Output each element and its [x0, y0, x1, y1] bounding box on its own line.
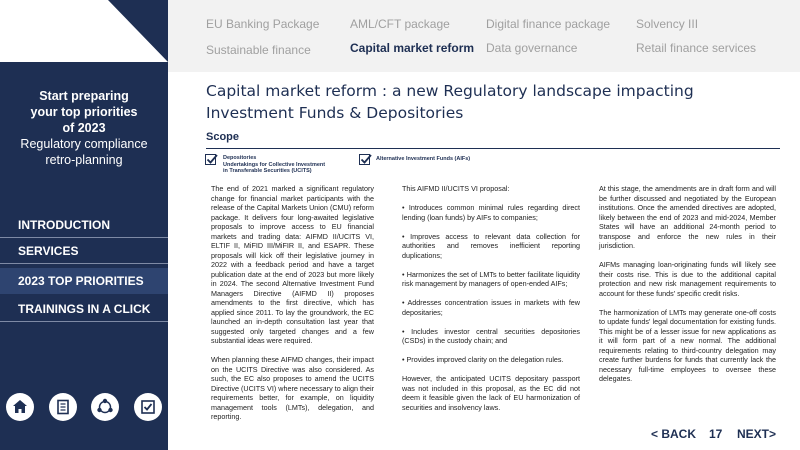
paragraph: However, the anticipated UCITS depositary passport was not included in this proposal, as the EC did not deem it feasible given the lack of EU harmonization of securities and insolvency laws. [402, 374, 580, 412]
topic-tab-bar [168, 0, 800, 72]
logo [0, 0, 168, 62]
icon-bar [6, 393, 162, 421]
tab-digital-finance-package[interactable]: Digital finance package [486, 17, 611, 31]
sidebar [0, 0, 168, 450]
logo-shape [108, 0, 168, 62]
tab-capital-market-reform[interactable]: Capital market reform [350, 41, 475, 55]
page-title-line: Capital market reform : a new Regulatory landscape impacting [206, 82, 694, 100]
next-button[interactable]: NEXT> [737, 427, 777, 441]
paragraph: The harmonization of LMTs may generate one-off costs to update funds' legal documentation for existing funds. This might be of a lesser issue for new applications as it will form part of a new normal. The additional requirements relating to third-country delegation may create further burdens for funds that currently lack the necessary full-time employees to oversee these delegates. [599, 307, 776, 383]
checklist-button[interactable] [134, 393, 162, 421]
tab-data-governance[interactable]: Data governance [486, 41, 578, 55]
network-button[interactable] [91, 393, 119, 421]
bullet-item: • Introduces common minimal rules regarding direct lending (loan funds) by AIFs to companies; [402, 203, 580, 222]
bullet-item: • Harmonizes the set of LMTs to better facilitate liquidity risk management by managers of open-ended AIFs; [402, 269, 580, 288]
tab-sustainable-finance[interactable]: Sustainable finance [206, 43, 311, 57]
body-column-3 [599, 184, 776, 393]
page-title-line: Investment Funds & Depositories [206, 104, 464, 122]
nav-2023-top-priorities[interactable]: 2023 TOP PRIORITIES [0, 268, 168, 294]
bullet-item: • Provides improved clarity on the delegation rules. [402, 355, 564, 364]
nav-introduction[interactable]: INTRODUCTION [0, 212, 168, 238]
promo-sub-line: Regulatory compliance [20, 137, 148, 151]
checkbox-label-line: Undertakings for Collective Investment [223, 161, 326, 168]
tab-solvency-iii[interactable]: Solvency III [636, 17, 699, 31]
nav-trainings-in-a-click[interactable]: TRAININGS IN A CLICK [0, 296, 168, 322]
paragraph: When planning these AIFMD changes, their impact on the UCITS Directive was also considered. As such, the EC also proposes to amend the UCITS Directive (UCITS VI) where necessary to align their requirements better, for example, on liquidity management tools (LMTs), delegation, and reporting. [211, 355, 374, 421]
document-icon [55, 399, 71, 415]
promo-heading-line: Start preparing [39, 89, 129, 103]
body-column-1 [211, 184, 374, 431]
body-column-2 [402, 184, 580, 422]
tab-retail-finance-services[interactable]: Retail finance services [636, 41, 757, 55]
checkmark-icon [360, 153, 373, 166]
promo-heading-line: your top priorities [30, 105, 138, 119]
checkbox-aifs[interactable] [359, 154, 370, 165]
promo-block[interactable] [10, 88, 158, 168]
checkmark-icon [206, 153, 219, 166]
bullet-item: • Improves access to relevant data collection for authorities and removes inefficient reporting duplications; [402, 231, 580, 260]
back-button[interactable]: < BACK [651, 427, 697, 441]
home-button[interactable] [6, 393, 34, 421]
tab-eu-banking-package[interactable]: EU Banking Package [206, 17, 320, 31]
nav-services[interactable]: SERVICES [0, 238, 168, 264]
scope-divider [206, 148, 780, 149]
checkbox-depositories-ucits[interactable] [205, 154, 216, 165]
bullet-item: • Includes investor central securities depositories (CSDs) in the custody chain; and [402, 326, 580, 345]
paragraph: At this stage, the amendments are in draft form and will be further discussed and negotiated by the European institutions. Once the amended directives are adopted, likely between the end of 2023 and mid-2024, Member States will have an additional 24-month period to transpose and enforce the new rules in their jurisdiction. [599, 184, 776, 250]
tab-aml-cft-package[interactable]: AML/CFT package [350, 17, 450, 31]
network-icon [96, 398, 114, 416]
document-button[interactable] [49, 393, 77, 421]
checkbox-label-line: Depositories [223, 155, 257, 161]
paragraph: This AIFMD II/UCITS VI proposal: [402, 184, 510, 193]
checklist-icon [140, 399, 156, 415]
checkbox-label-aifs: Alternative Investment Funds (AIFs) [376, 156, 471, 162]
home-icon [12, 399, 28, 415]
checkbox-label-depositories-ucits [223, 155, 363, 175]
promo-heading-line: of 2023 [62, 121, 106, 135]
promo-sub-line: retro-planning [45, 153, 123, 167]
page-title [206, 80, 786, 124]
checkbox-label-line: in Transferable Securities (UCITS) [223, 168, 312, 174]
paragraph: The end of 2021 marked a significant regulatory change for financial market participants with the release of the Capital Markets Union (CMU) reform package. It delivers four long-awaited legislative proposals to improve access to EU financial markets and trading data: AIFMD II/UCITS VI, ELTIF II, MiFID III/MiFIR II, and ESAPR. These proposals will kick off their legislative journey in 2022 with a feedback period and have a target publication date at the end of 2023 but more likely in 2024. The second Alternative Investment Fund Managers Directive (AIFMD II) proposes amendments to the first directive, which has applied since 2011. To lay the groundwork, the EC launched an in-depth consultation last year that suggested only targeted changes and a few substantial ideas were required. [211, 184, 374, 345]
page-number: 17 [709, 427, 723, 441]
paragraph: AIFMs managing loan-originating funds will likely see their costs rise. This is due to the additional capital protection and new risk management requirements to account for these funds' specific credit risks. [599, 260, 776, 298]
scope-heading: Scope [206, 131, 240, 143]
bullet-item: • Addresses concentration issues in markets with few depositaries; [402, 298, 580, 317]
